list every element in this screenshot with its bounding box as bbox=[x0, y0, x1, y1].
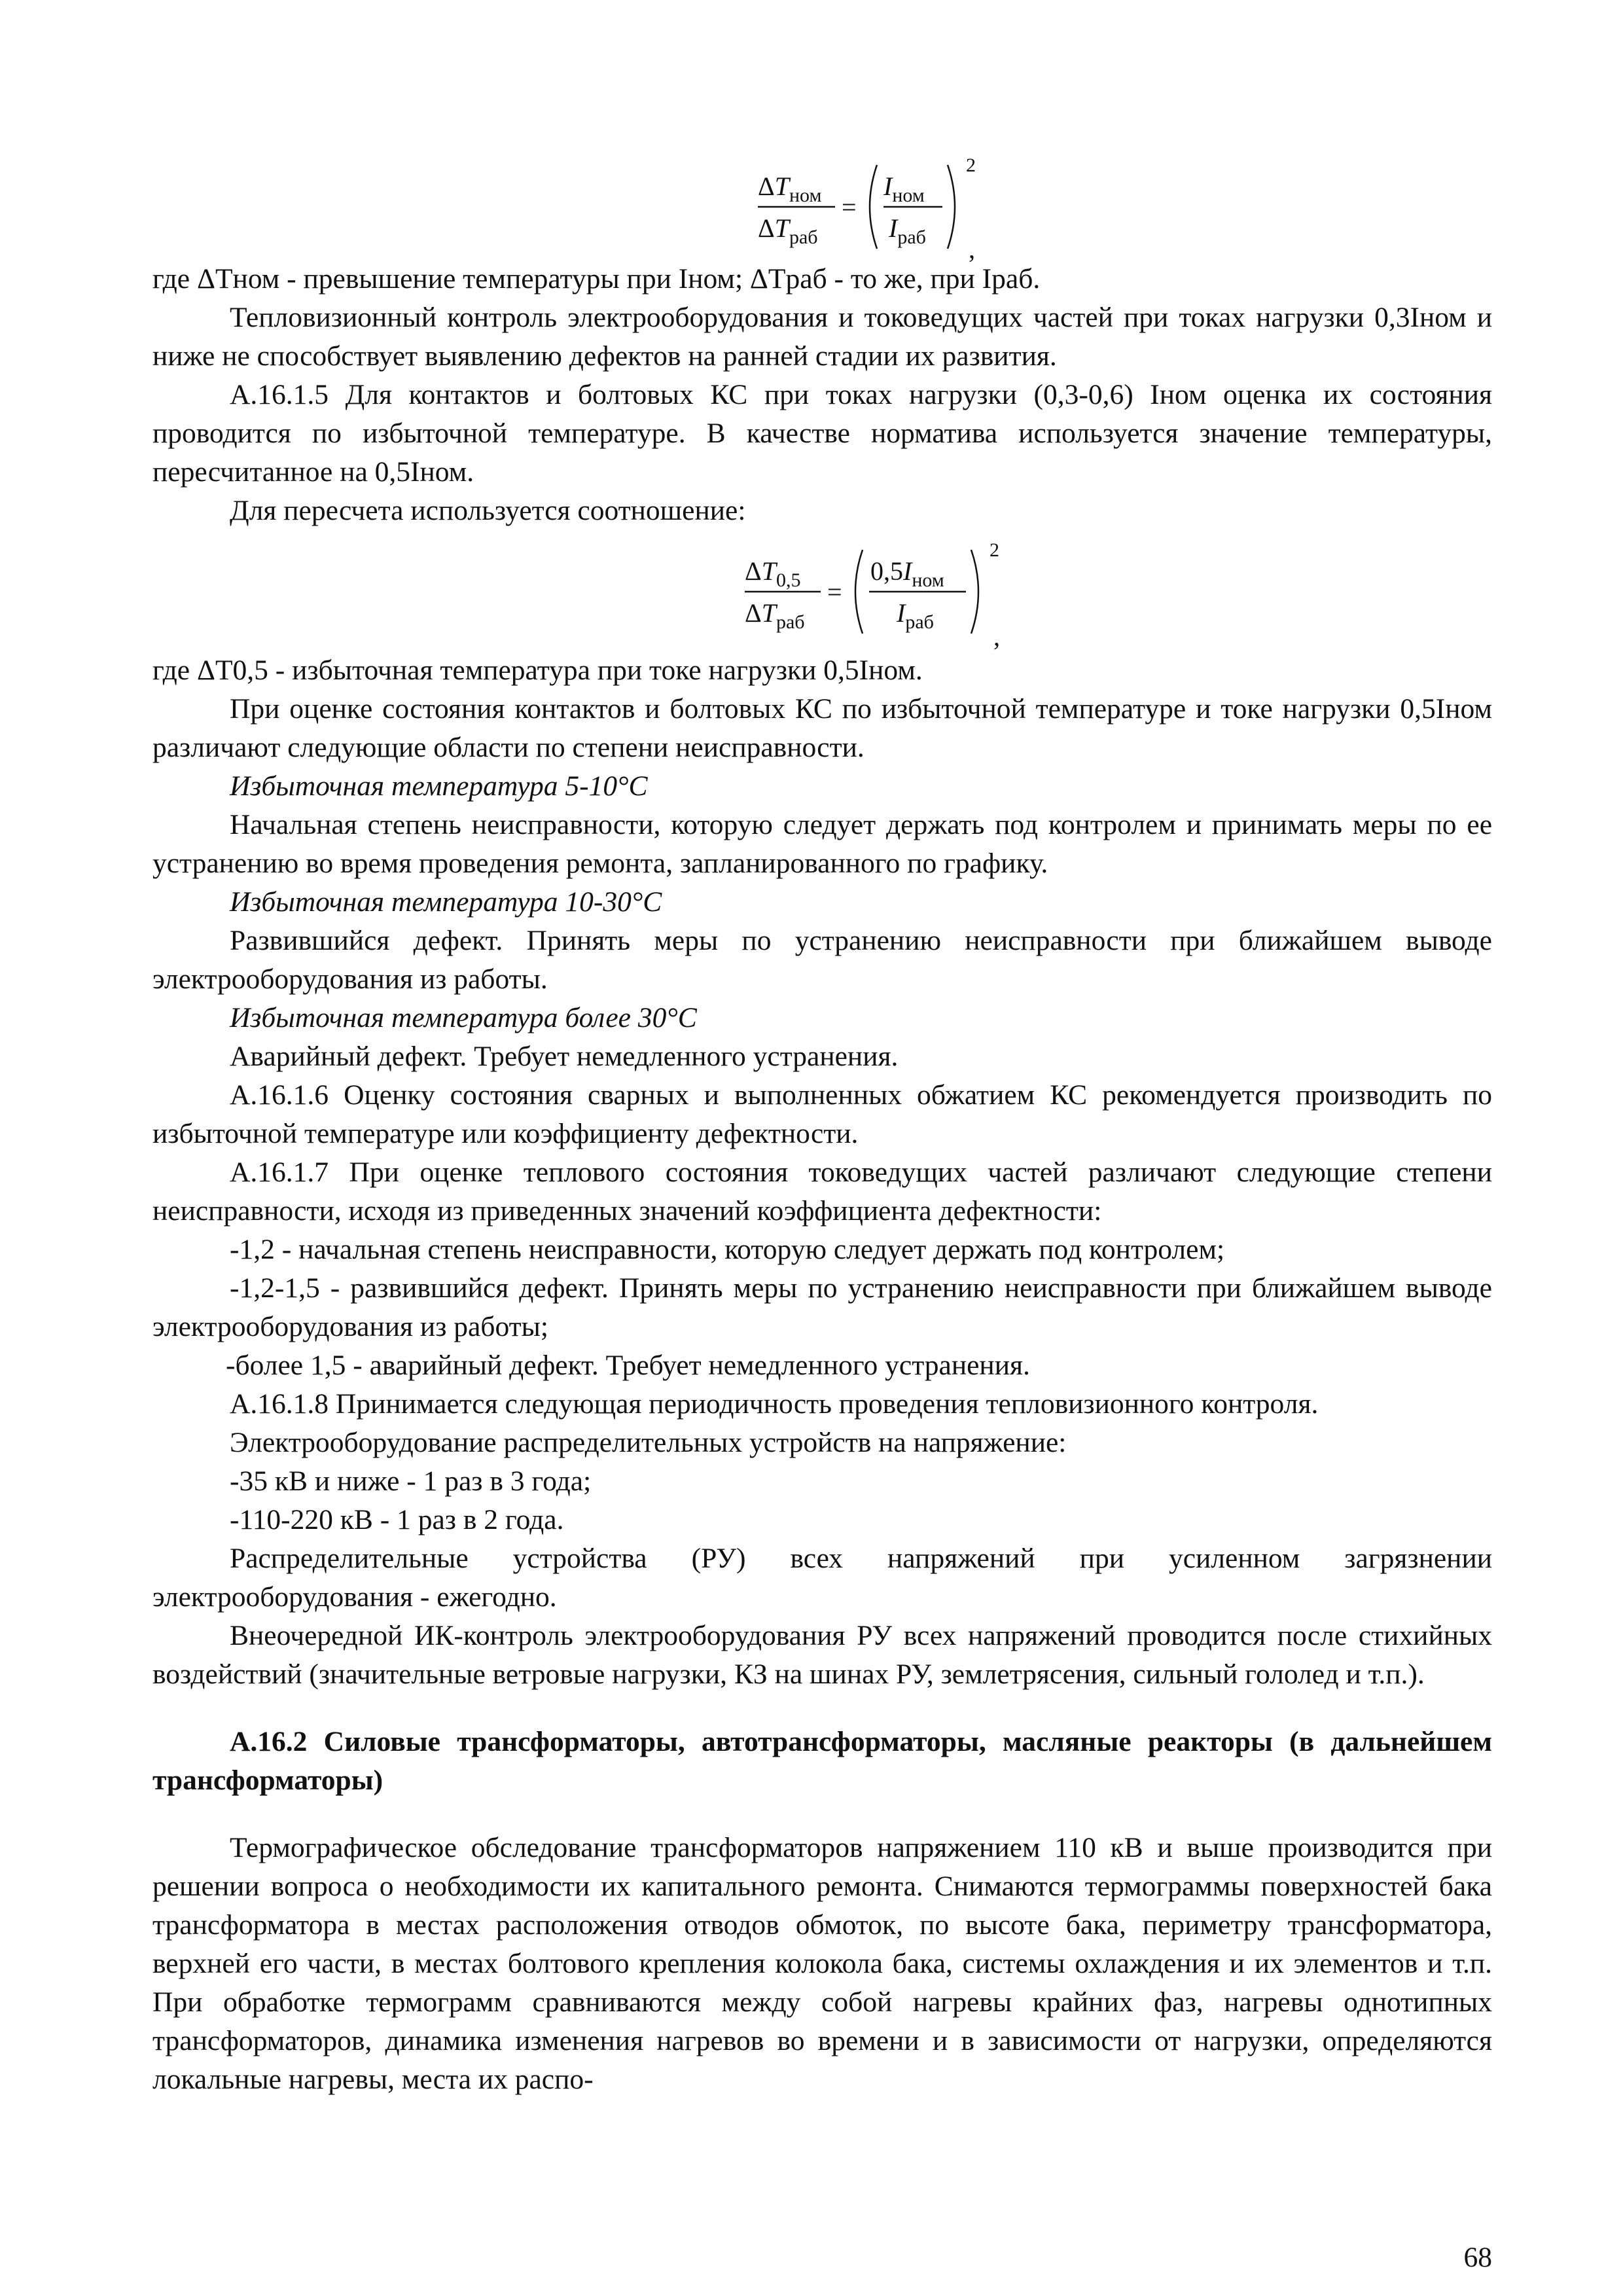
paragraph-16: Термографическое обследование трансформаторов напряжением 110 кВ и выше производится при решении вопроса о необходимости их капитального ремонта. Снимаются термограммы поверхностей бака трансформатора в местах расположения отводов обмоток, по высоте бака, периметру трансформатора, верхней его части, в местах болтового крепления колокола бака, системы охлаждения и их элементов и т.п. При обработке термограмм сравниваются между собой нагревы крайних фаз, нагревы однотипных трансформаторов, динамика изменения нагревов во времени и в зависимости от нагрузки, определяются локальные нагревы, места их распо- bbox=[152, 1832, 1492, 2095]
f1-num-i: $I_{ном}$ bbox=[883, 171, 925, 206]
paragraph-9: Аварийный дефект. Требует немедленного устранения. bbox=[230, 1041, 899, 1072]
paragraph-8: Развившийся дефект. Принять меры по устранению неисправности при ближайшем выводе электрооборудования из работы. bbox=[152, 925, 1492, 995]
f2-comma: , bbox=[993, 622, 1000, 651]
formula-1 bbox=[152, 152, 1492, 264]
f1-equals: = bbox=[842, 192, 857, 222]
paragraph-13: Электрооборудование распределительных устройств на напряжение: bbox=[230, 1427, 1067, 1458]
f1-power: 2 bbox=[966, 154, 976, 176]
list-item-3: -более 1,5 - аварийный дефект. Требует немедленного устранения. bbox=[226, 1350, 1030, 1381]
list-item-5: -110-220 кВ - 1 раз в 2 года. bbox=[230, 1504, 564, 1535]
formula-2 bbox=[152, 530, 1492, 651]
paragraph-1: где ΔTном - превышение температуры при Iном; ΔTраб - то же, при Iраб. bbox=[152, 263, 1041, 295]
subheading-5-10: Избыточная температура 5-10°С bbox=[230, 770, 648, 802]
paragraph-3: А.16.1.5 Для контактов и болтовых КС при токах нагрузки (0,3-0,6) Iном оценка их состояния проводится по избыточной температуре. В качестве норматива используется значение температуры, пересчитанное на 0,5Iном. bbox=[152, 379, 1492, 488]
f2-num-delta-t: $\Delta T_{0,5}$ bbox=[745, 556, 801, 591]
paragraph-6: При оценке состояния контактов и болтовых КС по избыточной температуре и токе нагрузки 0,5Iном различают следующие области по степени неисправности. bbox=[152, 693, 1492, 763]
f2-equals: = bbox=[827, 577, 842, 607]
list-item-4: -35 кВ и ниже - 1 раз в 3 года; bbox=[230, 1465, 592, 1497]
formula-2-svg bbox=[152, 530, 1492, 651]
f1-left-paren bbox=[870, 165, 877, 249]
f1-right-paren bbox=[948, 165, 955, 249]
list-item-2: -1,2-1,5 - развившийся дефект. Принять меры по устранению неисправности при ближайшем выводе электрооборудования из работы; bbox=[152, 1272, 1492, 1342]
formula-1-svg bbox=[152, 152, 1492, 264]
page-content bbox=[152, 152, 1492, 2099]
paragraph-4: Для пересчета используется соотношение: bbox=[230, 495, 746, 526]
f1-comma: , bbox=[969, 234, 975, 264]
f2-num-coef-i: $0,5I_{ном}$ bbox=[870, 556, 944, 591]
f1-den-delta-t: $\Delta T_{раб}$ bbox=[758, 213, 818, 248]
paragraph-2: Тепловизионный контроль электрооборудования и токоведущих частей при токах нагрузки 0,3Iном и ниже не способствует выявлению дефектов на ранней стадии их развития. bbox=[152, 302, 1492, 372]
list-item-1: -1,2 - начальная степень неисправности, которую следует держать под контролем; bbox=[230, 1234, 1225, 1265]
f2-left-paren bbox=[855, 550, 863, 634]
paragraph-7: Начальная степень неисправности, которую следует держать под контролем и принимать меры по ее устранению во время проведения ремонта, запланированного по графику. bbox=[152, 809, 1492, 879]
subheading-over-30: Избыточная температура более 30°С bbox=[230, 1002, 697, 1033]
paragraph-15: Внеочередной ИК-контроль электрооборудования РУ всех напряжений проводится после стихийных воздействий (значительные ветровые нагрузки, КЗ на шинах РУ, землетрясения, сильный гололед и т.п.). bbox=[152, 1620, 1492, 1690]
f2-den-i: $I_{раб}$ bbox=[897, 598, 934, 633]
f2-power: 2 bbox=[990, 539, 999, 561]
paragraph-12: А.16.1.8 Принимается следующая периодичность проведения тепловизионного контроля. bbox=[230, 1388, 1319, 1420]
paragraph-5: где ΔT0,5 - избыточная температура при токе нагрузки 0,5Iном. bbox=[152, 655, 923, 686]
paragraph-11: А.16.1.7 При оценке теплового состояния токоведущих частей различают следующие степени неисправности, исходя из приведенных значений коэффициента дефектности: bbox=[152, 1157, 1492, 1227]
subheading-10-30: Избыточная температура 10-30°С bbox=[230, 886, 662, 918]
f1-num-delta-t: $\Delta T_{ном}$ bbox=[758, 171, 822, 206]
section-heading: А.16.2 Силовые трансформаторы, автотрансформаторы, масляные реакторы (в дальнейшем трансформаторы) bbox=[152, 1726, 1492, 1796]
f2-right-paren bbox=[971, 550, 978, 634]
paragraph-10: А.16.1.6 Оценку состояния сварных и выполненных обжатием КС рекомендуется производить по избыточной температуре или коэффициенту дефектности. bbox=[152, 1079, 1492, 1149]
f2-den-delta-t: $\Delta T_{раб}$ bbox=[745, 598, 805, 633]
f1-den-i: $I_{раб}$ bbox=[889, 213, 926, 248]
paragraph-14: Распределительные устройства (РУ) всех напряжений при усиленном загрязнении электрооборудования - ежегодно. bbox=[152, 1543, 1492, 1613]
page-number: 68 bbox=[1463, 2242, 1492, 2273]
